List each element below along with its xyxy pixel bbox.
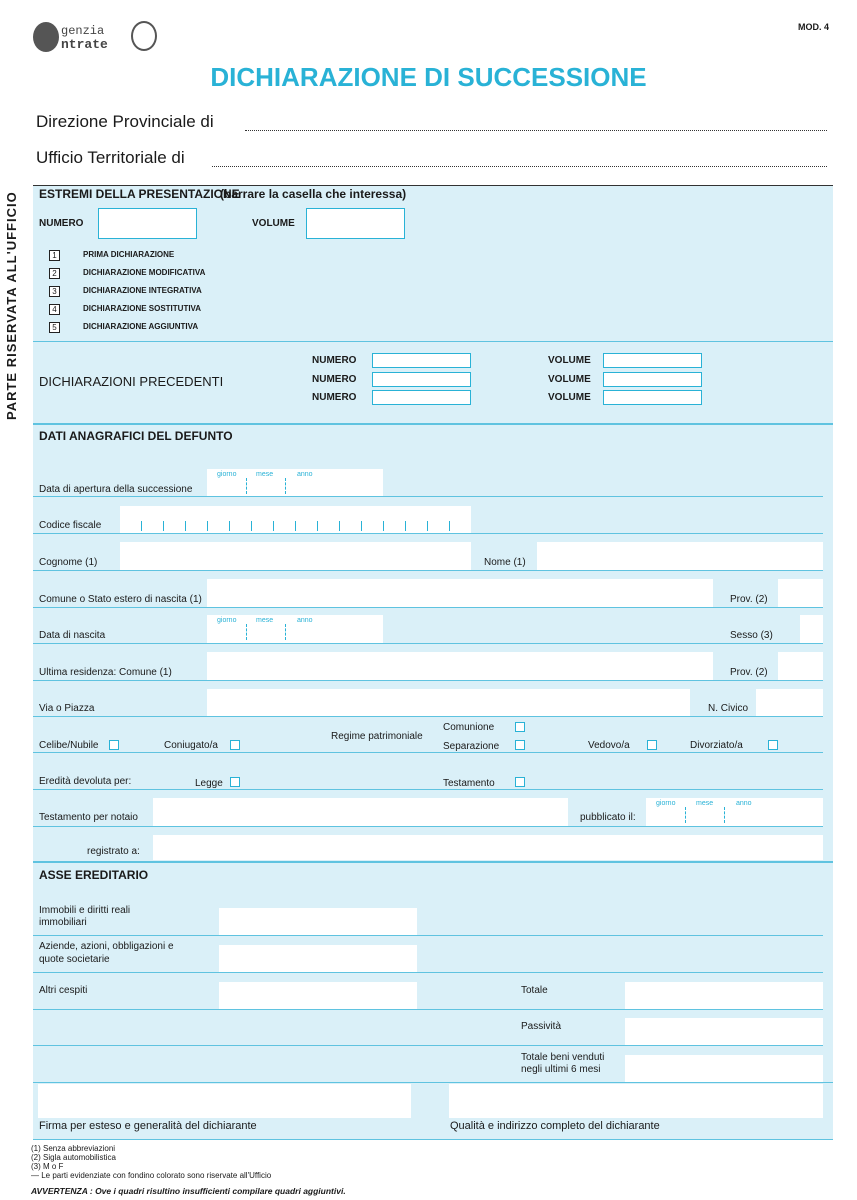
mod-number: MOD. 4 (798, 22, 830, 32)
option-1-label: PRIMA DICHIARAZIONE (83, 250, 175, 259)
immobili-label-1: Immobili e diritti reali (39, 905, 131, 916)
asse-title: ASSE EREDITARIO (39, 868, 149, 882)
coniugato-checkbox[interactable] (230, 740, 240, 750)
nascita-sep-2 (285, 624, 286, 640)
estremi-title: ESTREMI DELLA PRESENTAZIONE (39, 187, 240, 201)
pubblicato-mese: mese (696, 800, 714, 807)
row-line-apertura (33, 496, 823, 497)
prec-numero-label-1: NUMERO (312, 355, 357, 366)
estremi-subtitle: (barrare la casella che interessa) (220, 187, 407, 201)
coniugato-label: Coniugato/a (164, 740, 218, 751)
prec-volume-label-2: VOLUME (548, 374, 591, 385)
direzione-label: Direzione Provinciale di (36, 112, 214, 131)
regime-label: Regime patrimoniale (331, 731, 423, 742)
passivita-label: Passività (521, 1021, 562, 1032)
civico-label: N. Civico (708, 703, 749, 714)
cognome-input[interactable] (120, 542, 471, 570)
vedovo-label: Vedovo/a (588, 740, 630, 751)
pubblicato-sep-1 (685, 807, 686, 823)
footnote-1: (1) Senza abbreviazioni (31, 1144, 116, 1153)
defunto-title: DATI ANAGRAFICI DEL DEFUNTO (39, 429, 233, 443)
estremi-numero-input[interactable] (98, 208, 197, 239)
estremi-volume-input[interactable] (306, 208, 405, 239)
row-line-aziende (33, 972, 823, 973)
via-label: Via o Piazza (39, 703, 95, 714)
venduti-label-2: negli ultimi 6 mesi (521, 1064, 601, 1075)
option-5-label: DICHIARAZIONE AGGIUNTIVA (83, 322, 199, 331)
registrato-input[interactable] (153, 835, 823, 860)
row-line-datanascita (33, 643, 823, 644)
vedovo-checkbox[interactable] (647, 740, 657, 750)
notaio-input[interactable] (153, 798, 568, 826)
option-2-label: DICHIARAZIONE MODIFICATIVA (83, 268, 206, 277)
apertura-mese: mese (256, 471, 274, 478)
eredita-label: Eredità devoluta per: (39, 776, 132, 787)
page-title: DICHIARAZIONE DI SUCCESSIONE (210, 62, 647, 92)
row-line-eredita (33, 789, 823, 790)
nome-label: Nome (1) (484, 557, 526, 568)
nascita-giorno: giorno (217, 617, 237, 624)
prec-volume-label-3: VOLUME (548, 392, 591, 403)
altri-input[interactable] (219, 982, 417, 1009)
prov-nascita-input[interactable] (778, 579, 823, 607)
nascita-anno: anno (297, 617, 313, 624)
prec-numero-input-2[interactable] (372, 372, 471, 387)
aziende-input[interactable] (219, 945, 417, 972)
precedenti-title: DICHIARAZIONI PRECEDENTI (39, 374, 224, 389)
comunione-label: Comunione (443, 722, 495, 733)
aziende-label-2: quote societarie (39, 954, 110, 965)
prec-volume-input-1[interactable] (603, 353, 702, 368)
option-5-checkbox[interactable]: 5 (49, 322, 60, 333)
separazione-label: Separazione (443, 741, 500, 752)
pubblicato-label: pubblicato il: (580, 812, 636, 823)
pubblicato-giorno: giorno (656, 800, 676, 807)
nome-input[interactable] (537, 542, 823, 570)
sesso-input[interactable] (800, 615, 823, 643)
prec-numero-label-2: NUMERO (312, 374, 357, 385)
registrato-label: registrato a: (87, 846, 140, 857)
sesso-label: Sesso (3) (730, 630, 773, 641)
side-label: PARTE RISERVATA ALL'UFFICIO (4, 191, 19, 420)
estremi-divider (33, 341, 833, 342)
prec-volume-input-3[interactable] (603, 390, 702, 405)
prec-volume-input-2[interactable] (603, 372, 702, 387)
row-line-nascita (33, 607, 823, 608)
aziende-label-1: Aziende, azioni, obbligazioni e (39, 941, 174, 952)
option-3-label: DICHIARAZIONE INTEGRATIVA (83, 286, 202, 295)
option-2-checkbox[interactable]: 2 (49, 268, 60, 279)
option-1-checkbox[interactable]: 1 (49, 250, 60, 261)
row-line-notaio (33, 826, 823, 827)
apertura-label: Data di apertura della successione (39, 484, 193, 495)
estremi-volume-label: VOLUME (252, 218, 295, 229)
apertura-giorno: giorno (217, 471, 237, 478)
residenza-input[interactable] (207, 652, 713, 680)
estremi-numero-label: NUMERO (39, 218, 84, 229)
testamento-label: Testamento (443, 778, 495, 789)
direzione-field[interactable] (245, 130, 827, 131)
divorziato-label: Divorziato/a (690, 740, 743, 751)
prec-numero-input-1[interactable] (372, 353, 471, 368)
pubblicato-sep-2 (724, 807, 725, 823)
totale-input[interactable] (625, 982, 823, 1009)
nascita-sep-1 (246, 624, 247, 640)
agenzia-logo (33, 20, 163, 56)
notaio-label: Testamento per notaio (39, 812, 138, 823)
footnote-4: — Le parti evidenziate con fondino colorato sono riservate all'Ufficio (31, 1171, 272, 1180)
celibe-checkbox[interactable] (109, 740, 119, 750)
prec-volume-label-1: VOLUME (548, 355, 591, 366)
row-line-altri (33, 1009, 823, 1010)
prov-nascita-label: Prov. (2) (730, 594, 768, 605)
apertura-sep-1 (246, 478, 247, 494)
via-input[interactable] (207, 689, 690, 716)
separazione-checkbox[interactable] (515, 740, 525, 750)
testamento-checkbox[interactable] (515, 777, 525, 787)
passivita-input[interactable] (625, 1018, 823, 1045)
comune-nascita-label: Comune o Stato estero di nascita (1) (39, 594, 202, 605)
apertura-sep-2 (285, 478, 286, 494)
ufficio-field[interactable] (212, 166, 827, 167)
row-line-cf (33, 533, 823, 534)
prec-numero-input-3[interactable] (372, 390, 471, 405)
altri-label: Altri cespiti (39, 985, 88, 996)
firma-input[interactable] (38, 1084, 411, 1118)
row-line-statocivile (33, 752, 823, 753)
avvertenza: AVVERTENZA : Ove i quadri risultino insufficienti compilare quadri aggiuntivi. (31, 1186, 346, 1196)
ufficio-label: Ufficio Territoriale di (36, 148, 185, 167)
option-3-checkbox[interactable]: 3 (49, 286, 60, 297)
immobili-label-2: immobiliari (39, 917, 87, 928)
logo-line2: ntrate (61, 37, 108, 52)
immobili-input[interactable] (219, 908, 417, 935)
qualita-label: Qualità e indirizzo completo del dichiarante (450, 1120, 660, 1132)
footnote-2: (2) Sigla automobilistica (31, 1153, 116, 1162)
qualita-input[interactable] (449, 1084, 823, 1118)
row-line-cognome (33, 570, 823, 571)
logo-a-mark (33, 22, 59, 52)
comune-nascita-input[interactable] (207, 579, 713, 607)
apertura-anno: anno (297, 471, 313, 478)
option-4-checkbox[interactable]: 4 (49, 304, 60, 315)
logo-line1: genzia (61, 24, 105, 38)
prov-residenza-input[interactable] (778, 652, 823, 680)
totale-label: Totale (521, 985, 548, 996)
data-nascita-label: Data di nascita (39, 630, 106, 641)
prec-numero-label-3: NUMERO (312, 392, 357, 403)
comunione-checkbox[interactable] (515, 722, 525, 732)
cognome-label: Cognome (1) (39, 557, 98, 568)
row-line-passivita (33, 1045, 823, 1046)
civico-input[interactable] (756, 689, 823, 716)
celibe-label: Celibe/Nubile (39, 740, 99, 751)
prov-residenza-label: Prov. (2) (730, 667, 768, 678)
logo-emblem (131, 21, 157, 51)
venduti-input[interactable] (625, 1055, 823, 1082)
row-line-immobili (33, 935, 823, 936)
venduti-label-1: Totale beni venduti (521, 1052, 605, 1063)
row-line-residenza (33, 680, 823, 681)
nascita-mese: mese (256, 617, 274, 624)
pubblicato-anno: anno (736, 800, 752, 807)
legge-label: Legge (195, 778, 223, 789)
row-line-via (33, 716, 823, 717)
legge-checkbox[interactable] (230, 777, 240, 787)
row-line-venduti (33, 1082, 833, 1083)
footnotes (31, 1144, 271, 1180)
firma-label: Firma per esteso e generalità del dichiarante (39, 1120, 257, 1132)
codice-fiscale-label: Codice fiscale (39, 520, 102, 531)
footnote-3: (3) M o F (31, 1162, 64, 1171)
residenza-label: Ultima residenza: Comune (1) (39, 667, 172, 678)
option-4-label: DICHIARAZIONE SOSTITUTIVA (83, 304, 202, 313)
divorziato-checkbox[interactable] (768, 740, 778, 750)
